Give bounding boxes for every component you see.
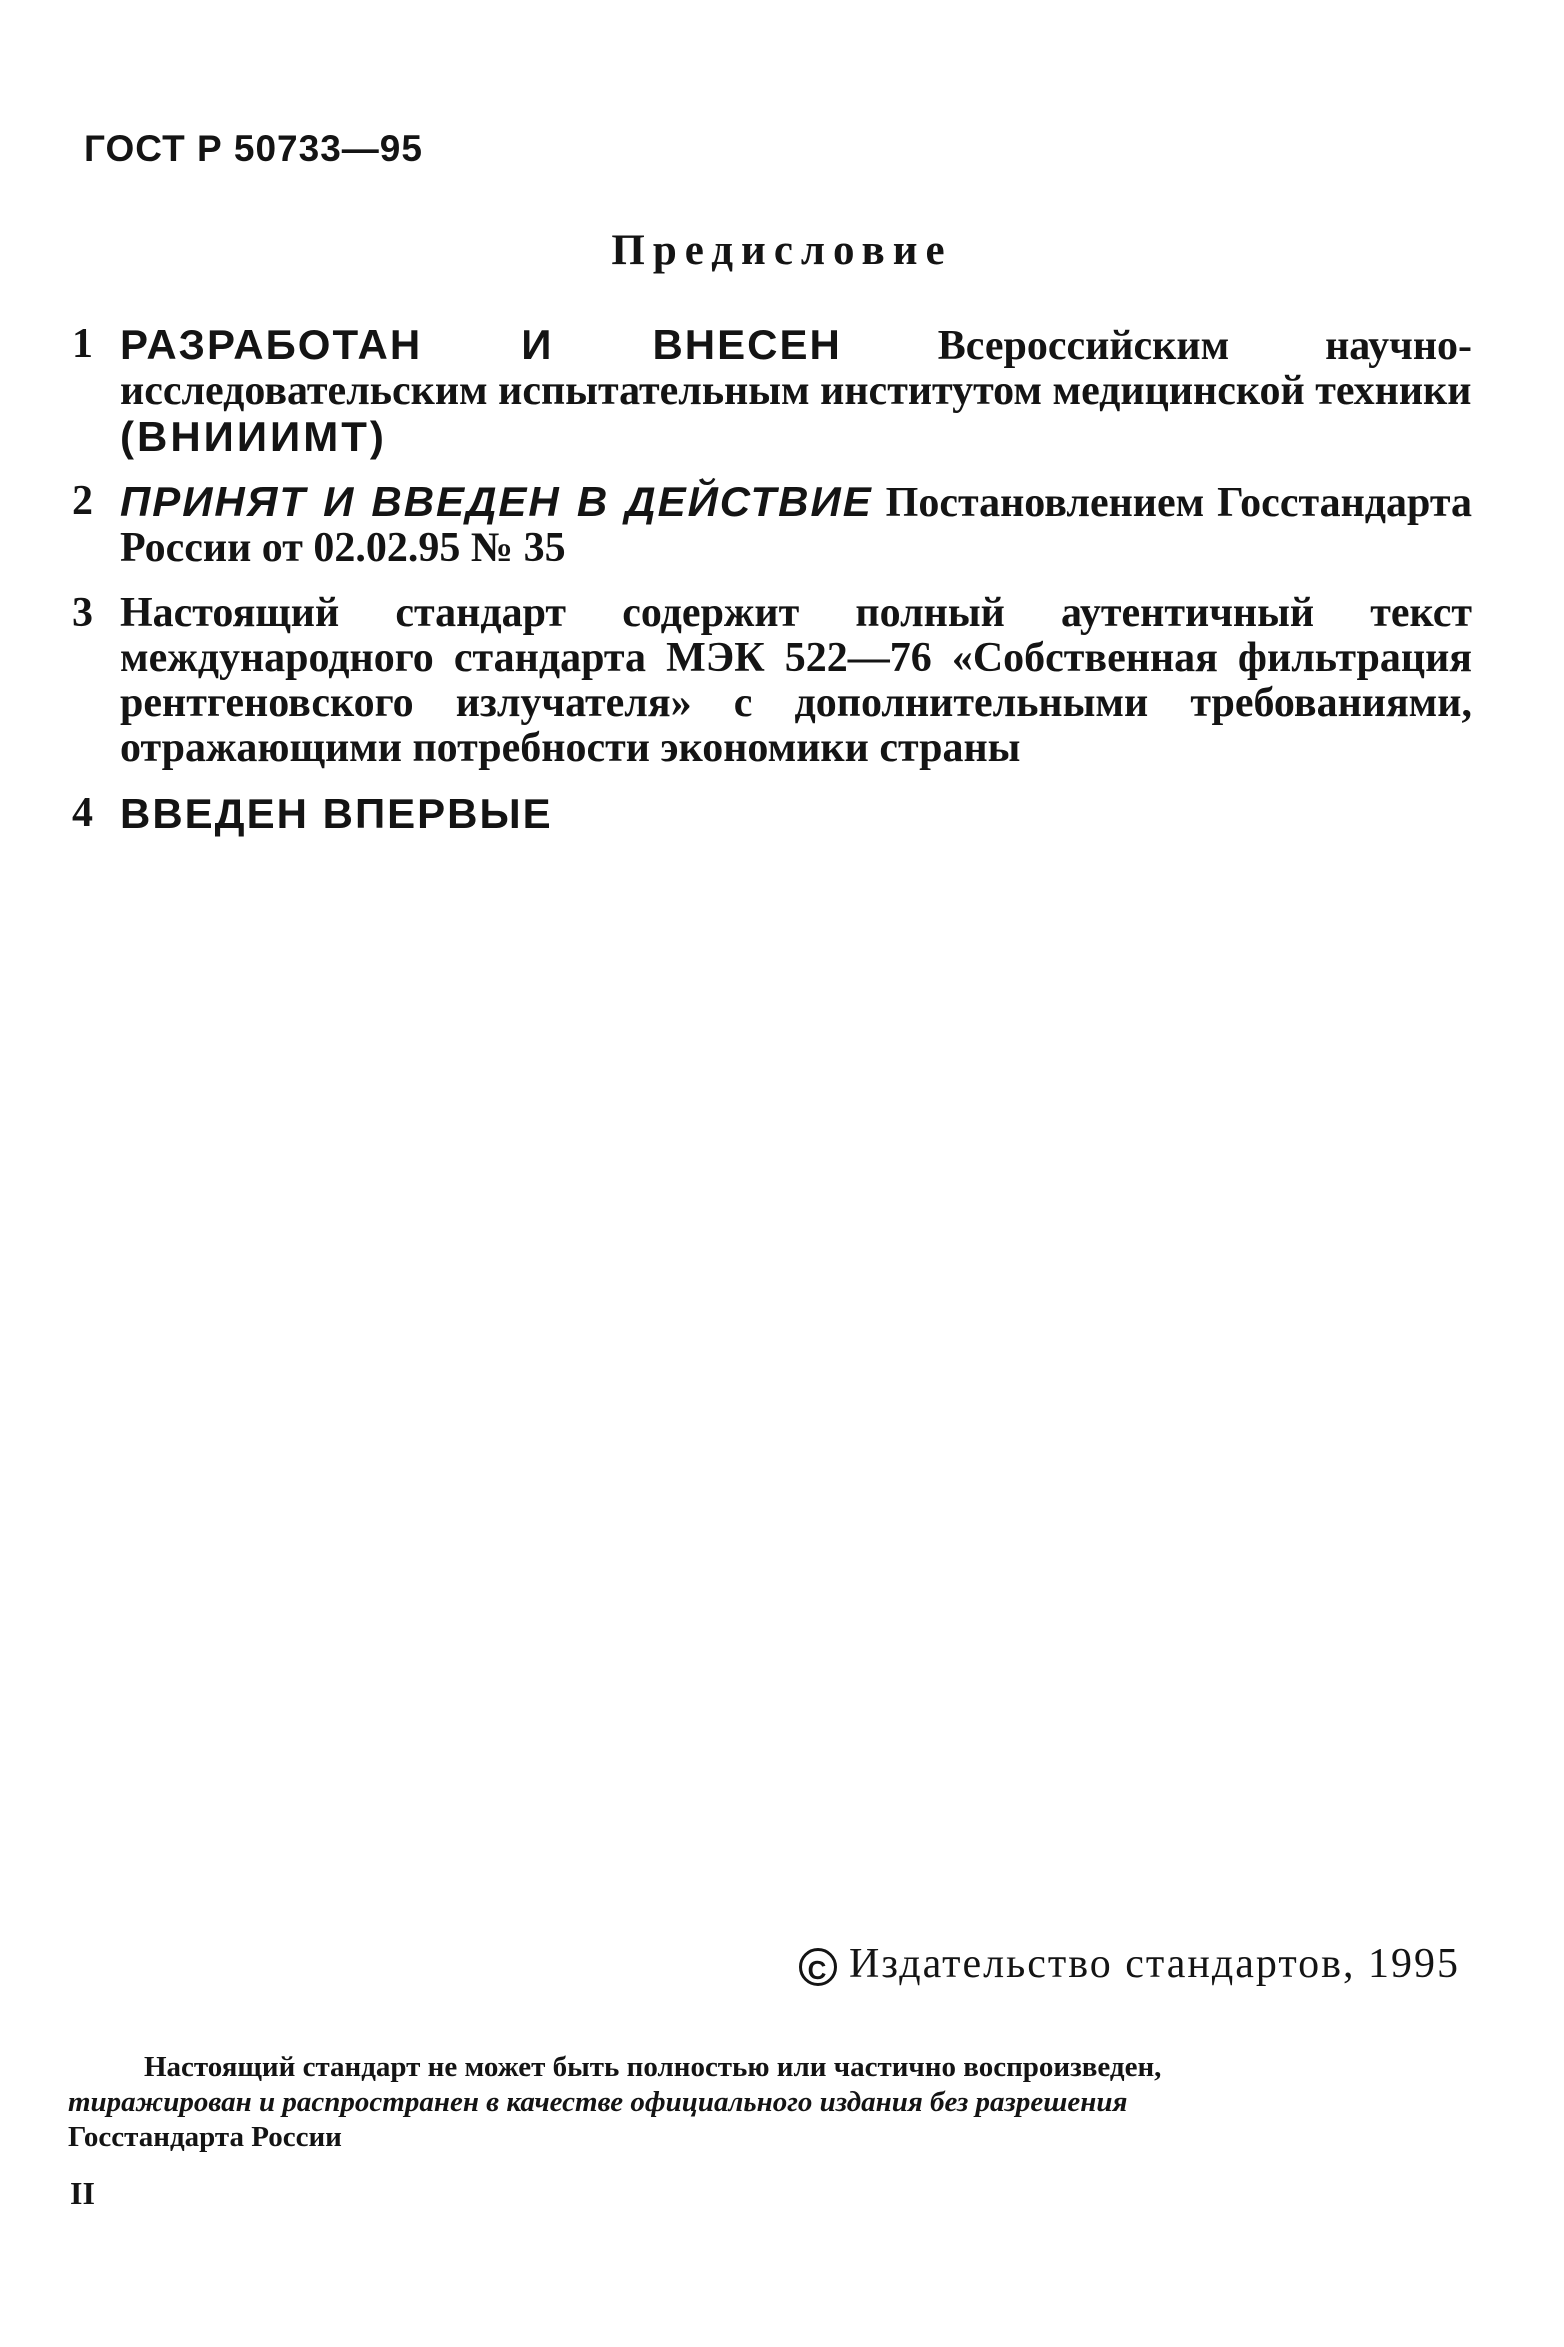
item-number: 2 — [72, 478, 93, 524]
foreword-item-3 — [72, 591, 1472, 771]
notice-line-2: тиражирован и распространен в качестве официального издания без разрешения — [68, 2086, 1128, 2118]
notice-line-1: Настоящий стандарт не может быть полностью или частично воспроизведен, — [144, 2051, 1162, 2083]
copyright-text: Издательство стандартов, 1995 — [849, 1941, 1460, 1987]
foreword-item-4 — [72, 791, 1472, 838]
item-number: 1 — [72, 321, 93, 367]
item-number: 3 — [72, 590, 93, 636]
page-number: II — [70, 2175, 95, 2211]
item-lead: ВВЕДЕН ВПЕРВЫЕ — [120, 790, 553, 837]
item-text: Настоящий стандарт содержит полный аутентичный текст международного стандарта МЭК 522—76 «Собственная фильтрация рентгеновского излучателя» с дополнительными требованиями, отражающими потребности экономики страны — [120, 590, 1472, 771]
item-number: 4 — [72, 790, 93, 836]
document-header-code: ГОСТ Р 50733—95 — [84, 128, 423, 169]
foreword-items — [72, 322, 1472, 858]
reproduction-notice — [68, 2050, 1468, 2155]
notice-line-3: Госстандарта России — [68, 2121, 342, 2153]
item-lead: ПРИНЯТ И ВВЕДЕН В ДЕЙСТВИЕ — [120, 478, 873, 525]
page-title: Предисловие — [611, 227, 953, 274]
item-tail: (ВНИИИМТ) — [120, 413, 387, 460]
item-lead: РАЗРАБОТАН И ВНЕСЕН — [120, 321, 842, 368]
item-text: Постановлением Госстандарта России от 02.02.95 № 35 — [120, 480, 1473, 571]
foreword-item-2 — [72, 479, 1472, 571]
copyright-icon: C — [799, 1948, 837, 1986]
item-text: Всероссийским научно-исследовательским испытательным институтом медицинской техники — [120, 323, 1473, 414]
foreword-item-1 — [72, 322, 1472, 459]
copyright-line — [740, 1940, 1460, 1988]
